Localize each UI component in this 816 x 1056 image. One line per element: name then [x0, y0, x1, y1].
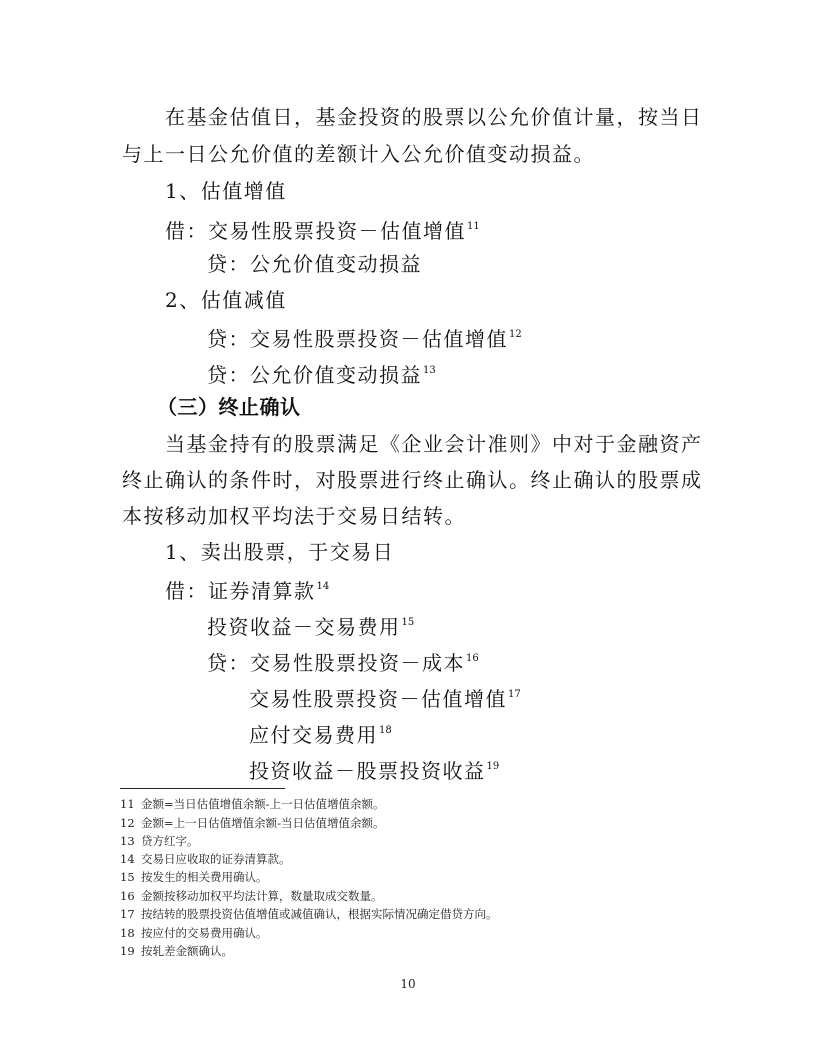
item-sell-stock-title: 1、卖出股票，于交易日	[165, 540, 395, 564]
footnote-text: 按应付的交易费用确认。	[141, 926, 268, 940]
paragraph-derecognition-line-1: 当基金持有的股票满足《企业会计准则》中对于金融资产	[165, 432, 703, 456]
footnote-18	[120, 926, 268, 941]
paragraph-valuation-line-1: 在基金估值日，基金投资的股票以公允价值计量，按当日	[165, 105, 703, 129]
entry-credit-valuation-decrease	[207, 322, 522, 352]
footnote-17	[120, 907, 498, 922]
footnote-ref: 17	[508, 689, 521, 700]
section-heading-derecognition: （三）终止确认	[157, 395, 301, 419]
entry-text: 交易性股票投资－估值增值	[249, 687, 507, 711]
footnote-ref: 15	[401, 617, 415, 628]
footnote-15	[120, 870, 268, 885]
footnote-text: 交易日应收取的证券清算款。	[141, 852, 291, 866]
footnote-text: 金额=当日估值增值余额-上一日估值增值余额。	[141, 797, 385, 811]
paragraph-valuation-line-2: 与上一日公允价值的差额计入公允价值变动损益。	[122, 142, 595, 166]
page-number: 10	[400, 977, 416, 991]
footnote-12	[120, 816, 385, 831]
entry-debit-settlement	[165, 574, 329, 604]
footnote-text: 按结转的股票投资估值增值或减值确认，根据实际情况确定借贷方向。	[141, 907, 498, 921]
footnote-text: 贷方红字。	[141, 834, 199, 848]
entry-text: 贷：公允价值变动损益	[207, 363, 422, 387]
entry-credit-fair-value-change-red	[207, 358, 436, 388]
entry-debit-transaction-fee	[207, 610, 414, 640]
entry-credit-investment-income	[249, 754, 499, 784]
entry-text: 应付交易费用	[249, 723, 378, 747]
footnote-19	[120, 944, 233, 959]
footnote-number: 14	[120, 852, 135, 866]
footnote-ref: 13	[423, 365, 436, 376]
paragraph-derecognition-line-2: 终止确认的条件时，对股票进行终止确认。终止确认的股票成	[122, 468, 703, 492]
footnote-number: 17	[120, 907, 135, 921]
footnote-text: 按轧差金额确认。	[141, 944, 233, 958]
footnote-11	[120, 797, 385, 812]
entry-credit-fair-value-change: 贷：公允价值变动损益	[207, 252, 422, 276]
footnote-ref: 14	[316, 581, 330, 592]
footnote-16	[120, 889, 383, 904]
footnote-ref: 16	[466, 653, 479, 664]
item-valuation-increase-title: 1、估值增值	[165, 179, 287, 203]
footnote-number: 12	[120, 816, 135, 830]
footnote-number: 18	[120, 926, 135, 940]
footnote-text: 金额=上一日估值增值余额-当日估值增值余额。	[141, 816, 385, 830]
footnote-number: 15	[120, 870, 135, 884]
footnote-number: 13	[120, 834, 135, 848]
footnote-14	[120, 852, 291, 867]
item-valuation-decrease-title: 2、估值减值	[165, 288, 287, 312]
footnote-number: 11	[120, 797, 135, 811]
footnote-ref: 12	[509, 329, 522, 340]
entry-text: 贷：交易性股票投资－成本	[207, 651, 465, 675]
entry-text: 贷：交易性股票投资－估值增值	[207, 327, 508, 351]
footnote-separator	[120, 788, 285, 789]
footnote-number: 19	[120, 944, 135, 958]
entry-credit-stock-cost	[207, 646, 479, 676]
footnote-ref: 18	[379, 725, 392, 736]
footnote-ref: 19	[486, 761, 500, 772]
entry-text: 借：交易性股票投资－估值增值	[165, 219, 466, 243]
footnote-number: 16	[120, 889, 135, 903]
footnote-text: 按发生的相关费用确认。	[141, 870, 268, 884]
entry-debit-valuation-increase	[165, 214, 480, 244]
entry-text: 投资收益－股票投资收益	[249, 759, 486, 783]
entry-text: 投资收益－交易费用	[207, 615, 401, 639]
entry-text: 借：证券清算款	[165, 579, 316, 603]
footnote-ref: 11	[467, 221, 480, 232]
paragraph-derecognition-line-3: 本按移动加权平均法于交易日结转。	[122, 504, 466, 528]
footnote-text: 金额按移动加权平均法计算，数量取成交数量。	[141, 889, 383, 903]
entry-credit-fee-payable	[249, 718, 392, 748]
entry-credit-stock-valuation	[249, 682, 521, 712]
footnote-13	[120, 834, 199, 849]
